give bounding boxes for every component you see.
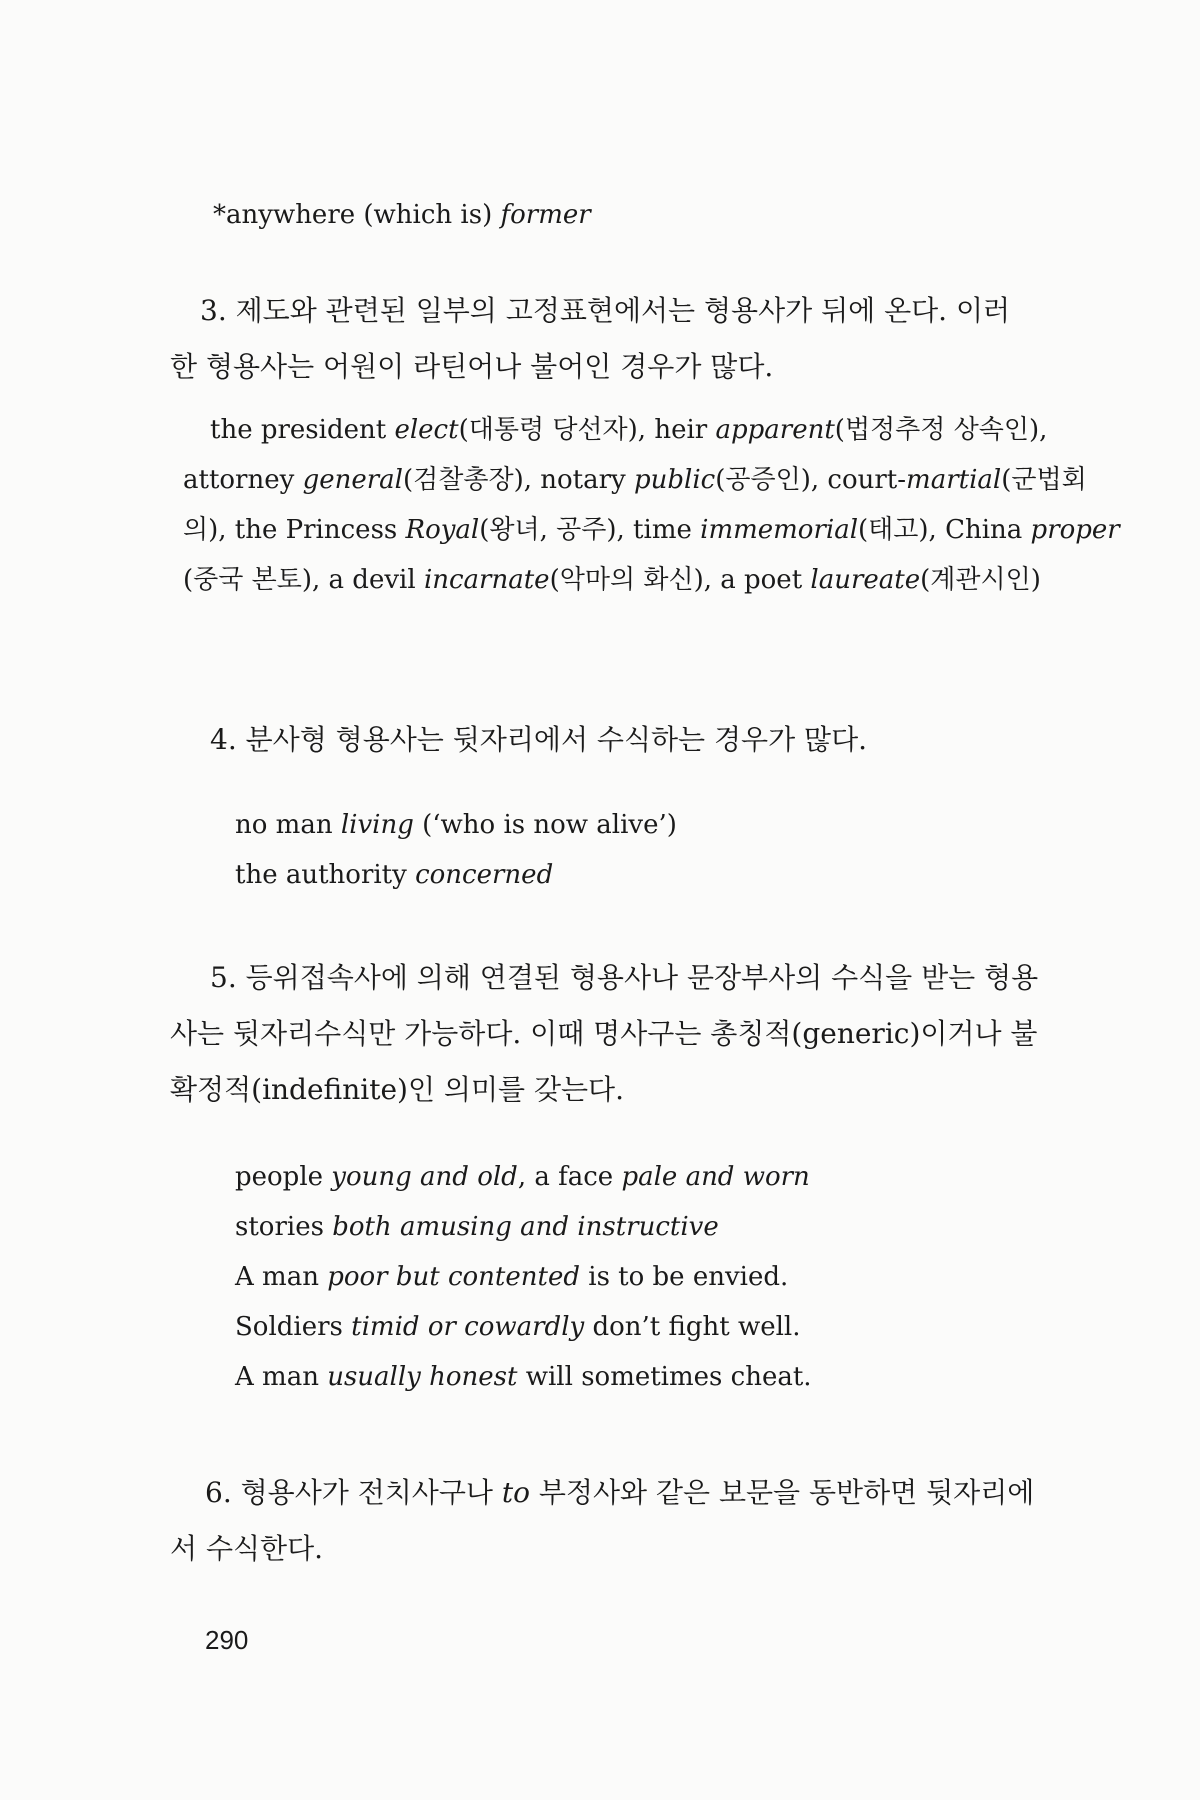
t: A man — [235, 1262, 328, 1292]
paragraph-line: 4. 분사형 형용사는 뒷자리에서 수식하는 경우가 많다. — [210, 723, 868, 756]
t: proper — [1030, 515, 1120, 545]
t: Soldiers — [235, 1312, 352, 1342]
section-4-examples — [235, 800, 677, 900]
section-3-examples — [183, 405, 1120, 605]
section-4-paragraph — [210, 712, 867, 768]
example-line — [235, 850, 677, 900]
example-line — [183, 555, 1120, 605]
t: (악마의 화신), a poet — [549, 565, 811, 595]
paragraph-line: 서 수식한다. — [170, 1532, 324, 1565]
paragraph-line: 3. 제도와 관련된 일부의 고정표현에서는 형용사가 뒤에 온다. 이러 — [200, 294, 1011, 327]
top-example-line — [213, 190, 591, 240]
example-line — [235, 1202, 812, 1252]
t: (공증인), court- — [715, 465, 907, 495]
section-6-paragraph — [170, 1465, 1034, 1577]
t: to — [501, 1476, 530, 1509]
example-line — [235, 1252, 812, 1302]
example-line — [235, 1352, 812, 1402]
t: incarnate — [423, 565, 550, 595]
t: (‘who is now alive’) — [413, 810, 677, 840]
t: don’t fight well. — [584, 1312, 801, 1342]
t: young and old — [331, 1162, 518, 1192]
t: general — [302, 465, 403, 495]
paragraph-line: 사는 뒷자리수식만 가능하다. 이때 명사구는 총칭적(generic)이거나 불 — [170, 1017, 1038, 1050]
t: (대통령 당선자), heir — [458, 415, 716, 445]
section-3-paragraph — [170, 283, 1010, 395]
section-5-paragraph — [170, 950, 1038, 1118]
t: (검찰총장), notary — [403, 465, 635, 495]
t: apparent — [715, 415, 835, 445]
t: people — [235, 1162, 332, 1192]
t: both amusing and instructive — [332, 1212, 719, 1242]
italic-text: former — [500, 200, 591, 230]
t: martial — [906, 465, 1002, 495]
example-line — [183, 505, 1120, 555]
paragraph-line: 한 형용사는 어원이 라틴어나 불어인 경우가 많다. — [170, 350, 774, 383]
t: (왕녀, 공주), time — [479, 515, 701, 545]
t: (군법회 — [1001, 465, 1087, 495]
t: poor but contented — [327, 1262, 580, 1292]
t: elect — [394, 415, 459, 445]
t: pale and worn — [621, 1162, 810, 1192]
t: the president — [210, 415, 395, 445]
t: will sometimes cheat. — [517, 1362, 812, 1392]
t: (중국 본토), a devil — [183, 565, 424, 595]
t: public — [634, 465, 716, 495]
paragraph-line: 5. 등위접속사에 의해 연결된 형용사나 문장부사의 수식을 받는 형용 — [210, 961, 1039, 994]
paragraph-line — [170, 1465, 1034, 1521]
t: 6. 형용사가 전치사구나 — [205, 1476, 502, 1509]
paragraph-line: 확정적(indefinite)인 의미를 갖는다. — [170, 1073, 624, 1106]
t: concerned — [415, 860, 554, 890]
text: *anywhere (which is) — [213, 200, 501, 230]
t: usually honest — [327, 1362, 518, 1392]
t: 의), the Princess — [183, 515, 406, 545]
example-line — [235, 1152, 812, 1202]
t: laureate — [810, 565, 921, 595]
example-line — [235, 1302, 812, 1352]
t: no man — [235, 810, 341, 840]
t: the authority — [235, 860, 416, 890]
t: living — [340, 810, 414, 840]
example-line — [235, 800, 677, 850]
t: (태고), China — [858, 515, 1031, 545]
t: Royal — [405, 515, 480, 545]
example-line — [210, 405, 1120, 455]
t: immemorial — [700, 515, 859, 545]
t: A man — [235, 1362, 328, 1392]
example-line — [183, 455, 1120, 505]
t: 부정사와 같은 보문을 동반하면 뒷자리에 — [529, 1476, 1035, 1509]
page-number: 290 — [205, 1625, 249, 1655]
t: attorney — [183, 465, 303, 495]
t: timid or cowardly — [351, 1312, 585, 1342]
t: is to be envied. — [579, 1262, 789, 1292]
section-5-examples — [235, 1152, 812, 1402]
t: , a face — [517, 1162, 622, 1192]
t: (계관시인) — [920, 565, 1041, 595]
t: (법정추정 상속인), — [834, 415, 1048, 445]
t: stories — [235, 1212, 333, 1242]
